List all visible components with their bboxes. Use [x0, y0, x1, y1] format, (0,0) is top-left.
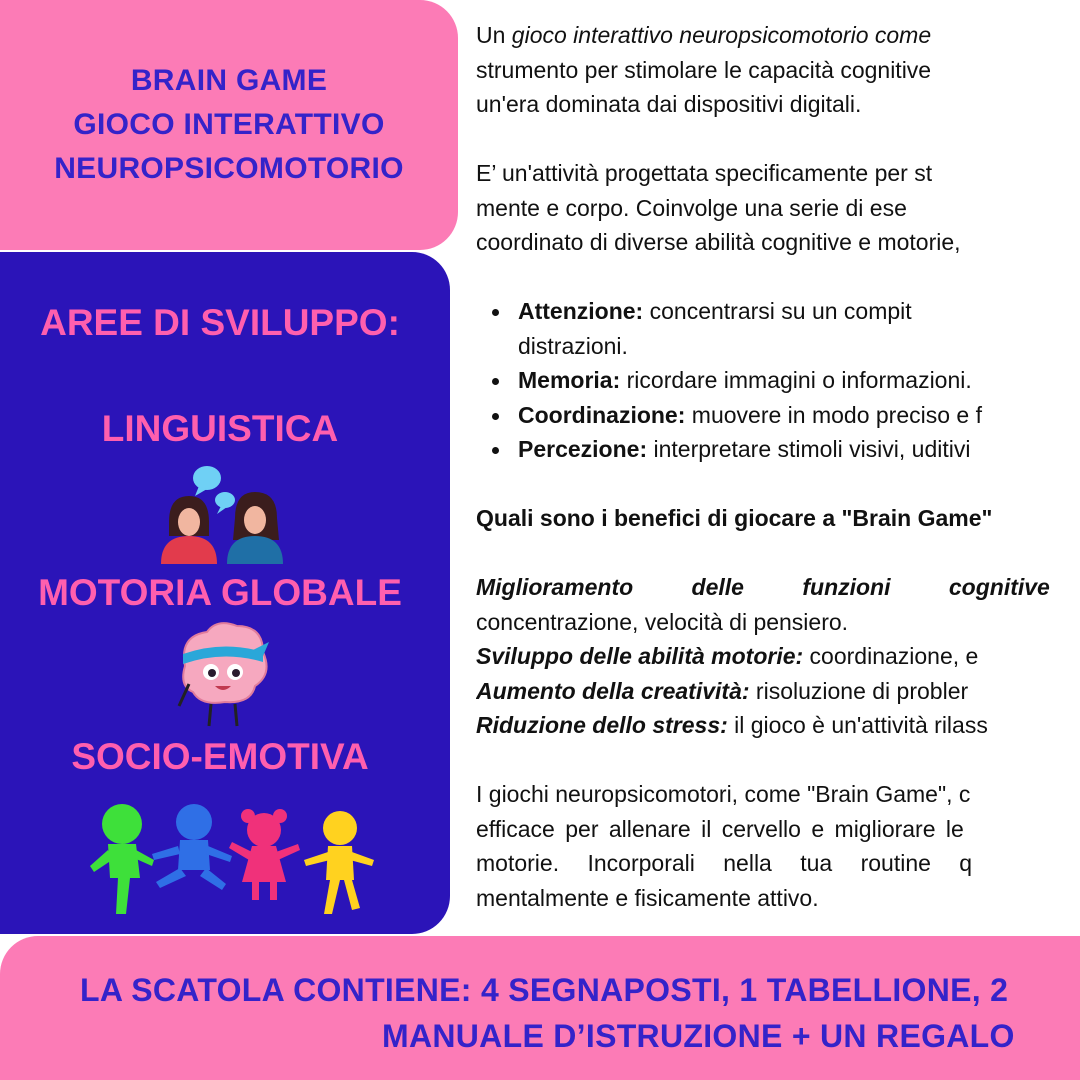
benefit-item: Miglioramento delle funzioni cognitive: [476, 574, 1050, 600]
footer-line-2: MANUALE D’ISTRUZIONE + UN REGALO: [382, 1018, 1015, 1054]
closing-line: motorie. Incorporali nella tua routine q: [476, 850, 973, 876]
areas-heading: AREE DI SVILUPPO:: [40, 302, 400, 343]
area-linguistica: LINGUISTICA: [101, 408, 339, 449]
list-item: Percezione: interpretare stimoli visivi, uditivi: [476, 432, 1080, 467]
title-line-2: GIOCO INTERATTIVO: [73, 108, 385, 141]
benefit-item: Sviluppo delle abilità motorie: coordinazione, e: [476, 643, 979, 669]
intro-line: coordinato di diverse abilità cognitive e motorie,: [476, 229, 961, 255]
area-motoria-globale: MOTORIA GLOBALE: [38, 572, 402, 613]
box-contents-footer: [0, 936, 1080, 1080]
benefit-item: Aumento della creatività: risoluzione di probler: [476, 677, 969, 704]
title-line-1: BRAIN GAME: [130, 64, 328, 97]
list-item: Memoria: ricordare immagini o informazioni.: [476, 363, 1080, 398]
title-line-3: NEUROPSICOMOTORIO: [54, 152, 404, 185]
title-box: [0, 0, 458, 250]
list-item: Coordinazione: muovere in modo preciso e f: [476, 398, 1080, 433]
benefit-item: Riduzione dello stress: il gioco è un'attività rilass: [476, 712, 988, 738]
two-women-talking-icon: [155, 460, 285, 565]
intro-line: strumento per stimolare le capacità cognitive: [476, 56, 932, 83]
benefits-question: Quali sono i benefici di giocare a "Brain Game": [476, 505, 993, 531]
benefit-item-cont: concentrazione, velocità di pensiero.: [476, 608, 849, 635]
footer-line-1: LA SCATOLA CONTIENE: 4 SEGNAPOSTI, 1 TABELLIONE, 2: [80, 972, 1009, 1008]
intro-line: E’ un'attività progettata specificamente per st: [476, 160, 933, 186]
intro-line: mente e corpo. Coinvolge una serie di ese: [476, 194, 907, 221]
dancing-children-icon: [88, 800, 378, 920]
skills-list: [476, 294, 1080, 467]
intro-line: Un gioco interattivo neuropsicomotorio come: [476, 22, 932, 48]
brain-character-icon: [175, 620, 271, 730]
closing-line: mentalmente e fisicamente attivo.: [476, 884, 819, 911]
closing-line: efficace per allenare il cervello e migliorare le: [476, 815, 964, 842]
list-item: Attenzione: concentrarsi su un compit distrazioni.: [476, 294, 1080, 363]
description-column: [476, 18, 1080, 915]
intro-line: un'era dominata dai dispositivi digitali.: [476, 91, 862, 117]
development-areas-panel: [0, 252, 450, 934]
area-socio-emotiva: SOCIO-EMOTIVA: [71, 736, 369, 777]
closing-line: I giochi neuropsicomotori, come "Brain Game", c: [476, 781, 971, 807]
